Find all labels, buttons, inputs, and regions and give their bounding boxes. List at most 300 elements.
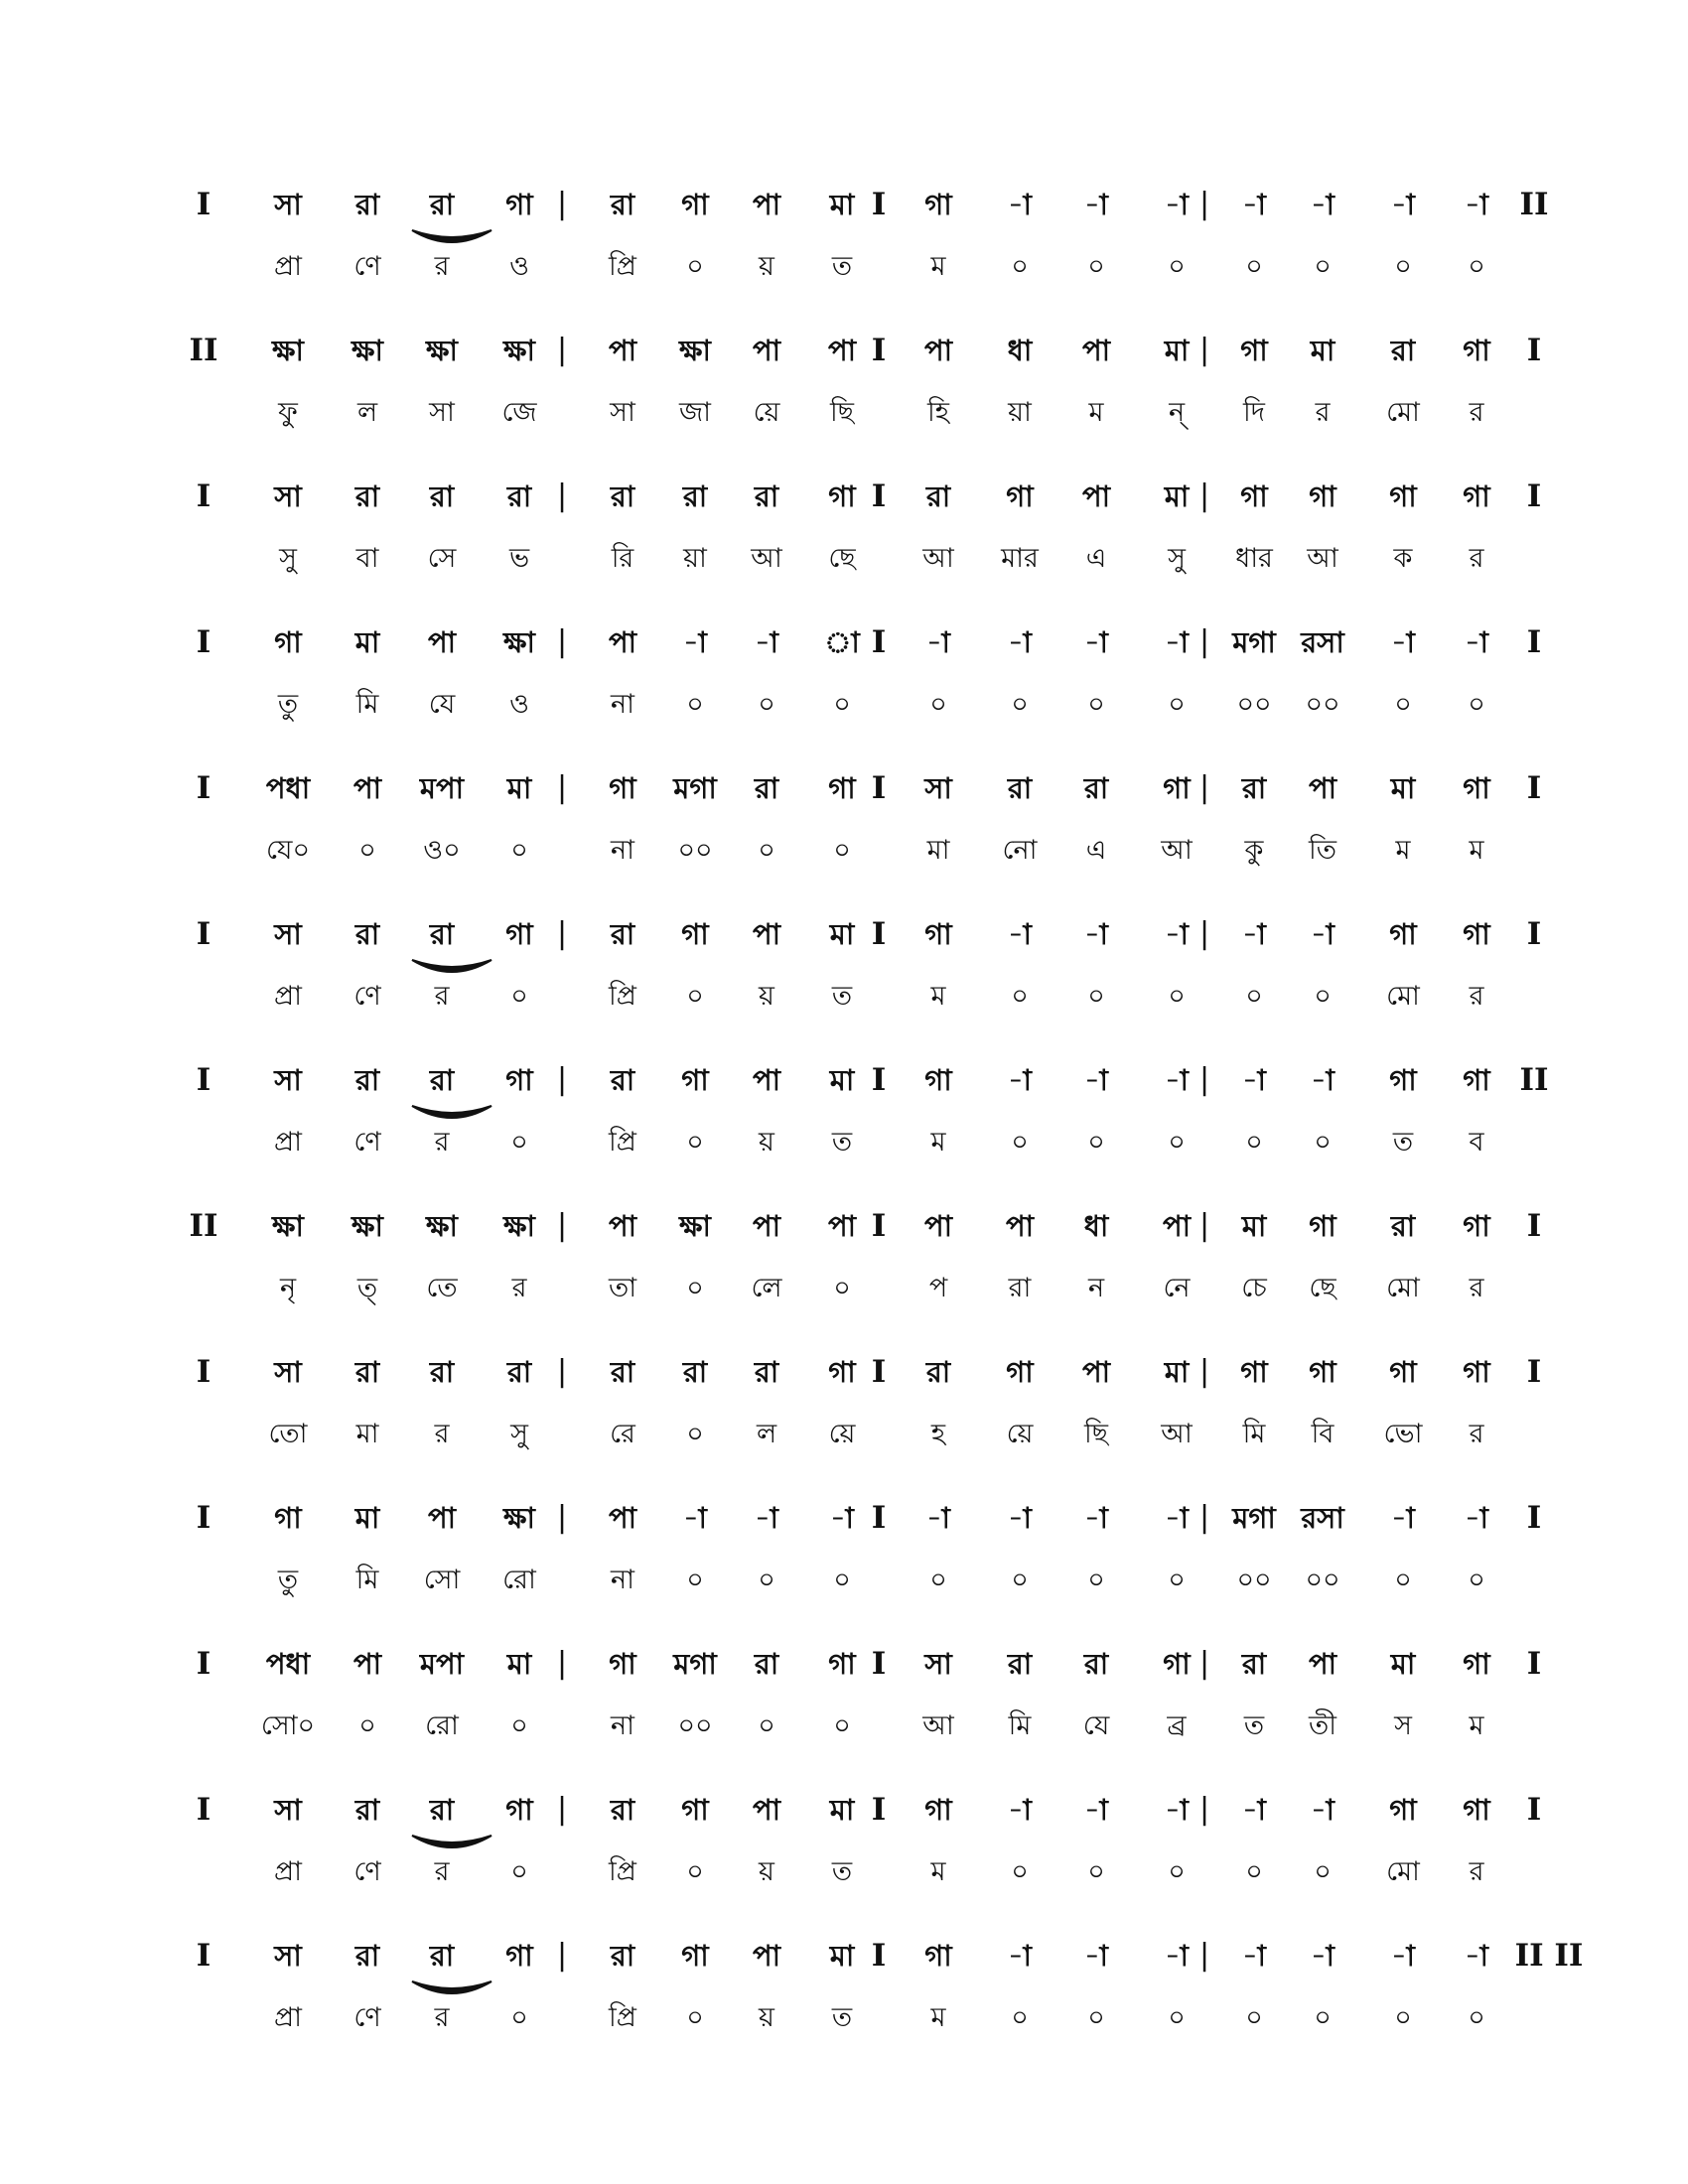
swara-note: গা (1463, 1209, 1490, 1243)
lyric-syllable: ০ (833, 835, 851, 866)
notation-line (0, 1344, 1688, 1463)
swara-note: -া (1391, 1939, 1415, 1973)
swara-note: -া (1242, 188, 1266, 221)
swara-note: গা (1463, 1063, 1490, 1097)
lyric-syllable: না (611, 689, 634, 720)
swara-note: গা (505, 1939, 533, 1973)
lyric-syllable: ০০ (677, 835, 713, 866)
lyric-syllable: ০ (1394, 251, 1412, 282)
lyric-syllable: ল (356, 397, 378, 428)
bar-line: II (189, 1208, 218, 1244)
lyric-syllable: মার (1001, 543, 1039, 574)
swara-note: -া (1008, 188, 1032, 221)
swara-note: -া (830, 1501, 854, 1535)
swara-note: রা (429, 917, 455, 951)
swara-note: -া (1311, 1939, 1335, 1973)
bar-line: I (871, 1208, 887, 1244)
swara-note: -া (1008, 1063, 1032, 1097)
swara-note: পা (752, 1939, 781, 1973)
bar-line: I (196, 187, 211, 222)
swara-note: -া (1242, 1939, 1266, 1973)
bar-line: | (1198, 1062, 1210, 1097)
bar-line: I (196, 1792, 211, 1828)
swara-note: পা (752, 334, 781, 367)
swara-note: রা (1083, 771, 1109, 805)
lyric-syllable: ০ (1245, 1127, 1263, 1158)
swara-note: রা (429, 1355, 455, 1389)
swara-note: ক্ষা (503, 334, 535, 367)
swara-note: গা (1240, 1355, 1268, 1389)
lyric-syllable: ছে (828, 543, 856, 574)
swara-note: -া (1165, 625, 1189, 659)
notation-line (0, 1782, 1688, 1901)
lyric-syllable: ০ (1394, 1565, 1412, 1595)
swara-note: গা (1163, 1647, 1191, 1681)
swara-note: রা (429, 479, 455, 513)
notation-line (0, 177, 1688, 296)
swara-note: রা (754, 479, 779, 513)
swara-note: মপা (419, 1647, 465, 1681)
lyric-syllable: র (1469, 543, 1484, 574)
notation-line (0, 1198, 1688, 1317)
lyric-syllable: ০ (1168, 1565, 1186, 1595)
lyric-syllable: ০ (1087, 1127, 1105, 1158)
lyric-syllable: র (1315, 397, 1331, 428)
swara-note: রসা (1301, 625, 1344, 659)
swara-note: রা (754, 1355, 779, 1389)
swara-note: ক্ষা (679, 1209, 711, 1243)
lyric-syllable: ০০ (1236, 689, 1272, 720)
lyric-syllable: ০০ (1305, 689, 1340, 720)
bar-line: I (871, 916, 887, 952)
lyric-syllable: ০ (1011, 689, 1029, 720)
bar-line: II (1519, 187, 1549, 222)
swara-note: -া (1165, 1793, 1189, 1827)
lyric-syllable: ০ (1468, 689, 1485, 720)
lyric-syllable: ০ (510, 1856, 528, 1887)
swara-note: গা (1389, 917, 1417, 951)
lyric-syllable: ০ (833, 689, 851, 720)
lyric-syllable: ম (930, 2002, 946, 2033)
swara-note: গা (681, 188, 709, 221)
lyric-syllable: ০ (1468, 2002, 1485, 2033)
bar-line: I (1526, 1208, 1542, 1244)
lyric-syllable: প্রি (609, 2002, 636, 2033)
swara-note: গা (274, 625, 302, 659)
lyric-syllable: ম (930, 251, 946, 282)
lyric-syllable: রা (1008, 1273, 1032, 1303)
bar-line: I (871, 1938, 887, 1974)
swara-note: া (824, 625, 860, 659)
swara-note: গা (1463, 1647, 1490, 1681)
lyric-syllable: য়া (1008, 397, 1032, 428)
swara-note: রা (429, 1793, 455, 1827)
swara-note: রা (610, 479, 635, 513)
swara-note: রা (925, 479, 951, 513)
lyric-syllable: মা (355, 1419, 379, 1449)
bar-line: I (871, 333, 887, 368)
swara-note: ক্ষা (503, 625, 535, 659)
lyric-syllable: র (511, 1273, 527, 1303)
swara-note: -া (1242, 917, 1266, 951)
lyric-syllable: তী (1309, 1710, 1336, 1741)
swara-note: রা (429, 1063, 455, 1097)
swara-note: গা (1389, 1063, 1417, 1097)
bar-line: I (1526, 1792, 1542, 1828)
swara-note: গা (1463, 334, 1490, 367)
swara-note: পা (1081, 334, 1111, 367)
lyric-syllable: ০ (1168, 1127, 1186, 1158)
swara-note: গা (505, 917, 533, 951)
swara-note: -া (1311, 1063, 1335, 1097)
lyric-syllable: মো (1386, 1273, 1420, 1303)
bar-line: I (196, 478, 211, 514)
lyric-syllable: ০ (1011, 2002, 1029, 2033)
swara-note: মা (506, 1647, 532, 1681)
notation-line (0, 469, 1688, 588)
lyric-syllable: ০ (1468, 251, 1485, 282)
notation-line (0, 1052, 1688, 1171)
swara-note: গা (505, 188, 533, 221)
swara-note: রা (925, 1355, 951, 1389)
swara-note: পা (608, 625, 637, 659)
lyric-syllable: আ (1161, 1419, 1193, 1449)
swara-note: সা (274, 1939, 302, 1973)
lyric-syllable: ০ (510, 1127, 528, 1158)
lyric-syllable: ০ (758, 1565, 775, 1595)
lyric-syllable: ম (1395, 835, 1411, 866)
swara-note: গা (1463, 771, 1490, 805)
swara-note: গা (1389, 1355, 1417, 1389)
lyric-syllable: র (1469, 397, 1484, 428)
lyric-syllable: রো (502, 1565, 536, 1595)
bar-line: | (556, 1646, 568, 1681)
swara-note: -া (1465, 625, 1488, 659)
bar-line: II (1519, 1062, 1549, 1098)
lyric-syllable: নৃ (279, 1273, 297, 1303)
lyric-syllable: তু (277, 1565, 299, 1595)
bar-line: II II (1514, 1938, 1584, 1974)
lyric-syllable: তা (608, 1273, 637, 1303)
lyric-syllable: ০ (1087, 1565, 1105, 1595)
swara-note: -া (1242, 1063, 1266, 1097)
swara-note: রা (354, 479, 380, 513)
swara-note: রা (354, 1063, 380, 1097)
swara-note: রা (682, 1355, 708, 1389)
swara-note: মা (829, 917, 855, 951)
swara-note: -া (1465, 188, 1488, 221)
swara-note: -া (1084, 1501, 1108, 1535)
swara-note: রা (1083, 1647, 1109, 1681)
lyric-syllable: ০ (1087, 689, 1105, 720)
lyric-syllable: র (434, 2002, 450, 2033)
bar-line: | (1198, 1208, 1210, 1243)
swara-note: রা (610, 1355, 635, 1389)
swara-note: মগা (1232, 625, 1276, 659)
bar-line: I (871, 1646, 887, 1682)
lyric-syllable: প্রা (274, 251, 302, 282)
lyric-syllable: বা (355, 543, 379, 574)
swara-note: সা (274, 1063, 302, 1097)
lyric-syllable: ০ (833, 1273, 851, 1303)
swara-note: গা (1163, 771, 1191, 805)
lyric-syllable: ক (1393, 543, 1413, 574)
swara-note: পা (1081, 479, 1111, 513)
swara-note: গা (1463, 479, 1490, 513)
lyric-syllable: মো (1386, 397, 1420, 428)
lyric-syllable: না (611, 1565, 634, 1595)
swara-note: ক্ষা (272, 1209, 304, 1243)
swara-note: গা (828, 1355, 856, 1389)
lyric-syllable: ০ (1314, 2002, 1332, 2033)
bar-line: I (871, 187, 887, 222)
swara-note: রা (354, 917, 380, 951)
swara-note: পা (608, 1501, 637, 1535)
swara-note: গা (681, 1939, 709, 1973)
swara-note: পা (1005, 1209, 1035, 1243)
lyric-syllable: মি (355, 1565, 379, 1595)
bar-line: | (556, 1792, 568, 1827)
swara-note: গা (1463, 917, 1490, 951)
swara-note: পা (1162, 1209, 1192, 1243)
lyric-syllable: ০ (1394, 689, 1412, 720)
swara-note: পা (752, 917, 781, 951)
lyric-syllable: রি (611, 543, 634, 574)
bar-line: | (1198, 624, 1210, 659)
bar-line: I (196, 1646, 211, 1682)
swara-note: পা (427, 1501, 457, 1535)
swara-note: পা (752, 1209, 781, 1243)
lyric-syllable: ০ (1245, 981, 1263, 1012)
bar-line: I (871, 770, 887, 806)
lyric-syllable: ছি (829, 397, 855, 428)
swara-note: পা (352, 771, 382, 805)
swara-note: ক্ষা (679, 334, 711, 367)
swara-note: ধা (1007, 334, 1033, 367)
swara-note: পা (827, 334, 857, 367)
lyric-syllable: য় (759, 2002, 774, 2033)
swara-note: -া (926, 1501, 950, 1535)
bar-line: | (1198, 1646, 1210, 1681)
lyric-syllable: ০ (686, 1856, 704, 1887)
bar-line: I (871, 624, 887, 660)
lyric-syllable: ০ (1087, 251, 1105, 282)
swara-note: -া (1391, 1501, 1415, 1535)
lyric-syllable: ০ (686, 1127, 704, 1158)
swara-note: ক্ষা (426, 1209, 458, 1243)
lyric-syllable: যে (1082, 1710, 1110, 1741)
swara-note: রা (354, 1793, 380, 1827)
lyric-syllable: ০ (758, 835, 775, 866)
bar-line: I (1526, 770, 1542, 806)
swara-note: ক্ষা (503, 1501, 535, 1535)
lyric-syllable: ০ (1087, 981, 1105, 1012)
lyric-syllable: ত (831, 981, 853, 1012)
bar-line: | (556, 770, 568, 805)
lyric-syllable: ০ (686, 1565, 704, 1595)
lyric-syllable: মো (1386, 981, 1420, 1012)
bar-line: | (556, 1062, 568, 1097)
lyric-syllable: ০ (686, 1419, 704, 1449)
lyric-syllable: রো (425, 1710, 459, 1741)
lyric-syllable: ০ (686, 2002, 704, 2033)
lyric-syllable: মি (1008, 1710, 1032, 1741)
swara-note: -া (1008, 1501, 1032, 1535)
swara-note: রা (610, 917, 635, 951)
lyric-syllable: ফু (278, 397, 298, 428)
swara-note: পা (352, 1647, 382, 1681)
swara-note: -া (1008, 625, 1032, 659)
lyric-syllable: ০ (758, 1710, 775, 1741)
swara-note: সা (274, 1793, 302, 1827)
lyric-syllable: ও (509, 251, 529, 282)
lyric-syllable: যে০ (265, 835, 311, 866)
lyric-syllable: ল (756, 1419, 777, 1449)
lyric-syllable: র (1469, 981, 1484, 1012)
lyric-syllable: ০ (510, 835, 528, 866)
lyric-syllable: এ (1085, 543, 1107, 574)
swara-note: গা (1309, 479, 1336, 513)
swara-note: -া (1084, 625, 1108, 659)
bar-line: I (1526, 478, 1542, 514)
lyric-syllable: ০০ (677, 1710, 713, 1741)
lyric-syllable: সে (427, 543, 457, 574)
lyric-syllable: ০ (686, 1273, 704, 1303)
lyric-syllable: র (434, 251, 450, 282)
swara-note: পা (752, 188, 781, 221)
swara-note: ক্ষা (352, 1209, 383, 1243)
notation-line (0, 1928, 1688, 2047)
bar-line: | (556, 624, 568, 659)
swara-note: গা (274, 1501, 302, 1535)
lyric-syllable: ত (831, 2002, 853, 2033)
lyric-syllable: ০ (510, 981, 528, 1012)
swara-note: -া (1008, 1793, 1032, 1827)
lyric-syllable: তো (268, 1419, 308, 1449)
swara-note: গা (681, 1063, 709, 1097)
lyric-syllable: ছি (1083, 1419, 1109, 1449)
notation-line (0, 906, 1688, 1025)
lyric-syllable: ০ (929, 1565, 947, 1595)
notation-line (0, 1490, 1688, 1609)
swara-note: গা (1389, 1793, 1417, 1827)
swara-note: রা (610, 1939, 635, 1973)
swara-note: রা (682, 479, 708, 513)
swara-note: পা (1081, 1355, 1111, 1389)
notation-line (0, 323, 1688, 442)
swara-note: -া (1084, 188, 1108, 221)
swara-note: রা (354, 188, 380, 221)
lyric-syllable: প্রি (609, 1127, 636, 1158)
bar-line: | (1198, 333, 1210, 367)
lyric-syllable: ম (930, 981, 946, 1012)
lyric-syllable: নো (1002, 835, 1038, 866)
lyric-syllable: ০ (686, 981, 704, 1012)
lyric-syllable: ত (1392, 1127, 1414, 1158)
swara-note: রা (429, 188, 455, 221)
swara-note: রা (1007, 1647, 1033, 1681)
swara-note: রা (506, 479, 532, 513)
swara-note: মগা (673, 1647, 717, 1681)
bar-line: I (871, 1062, 887, 1098)
swara-note: রা (610, 1793, 635, 1827)
lyric-syllable: ০ (1314, 981, 1332, 1012)
swara-note: গা (1309, 1209, 1336, 1243)
swara-note: রা (754, 1647, 779, 1681)
notation-line (0, 760, 1688, 880)
swara-note: রা (1241, 1647, 1267, 1681)
lyric-syllable: ণে (353, 1856, 381, 1887)
swara-note: মা (829, 1063, 855, 1097)
lyric-syllable: মা (926, 835, 950, 866)
swara-note: -া (1008, 917, 1032, 951)
bar-line: I (196, 916, 211, 952)
swara-note: মা (1390, 1647, 1416, 1681)
swara-note: গা (924, 1793, 952, 1827)
swara-note: পা (923, 1209, 953, 1243)
lyric-syllable: জে (501, 397, 537, 428)
swara-note: মা (829, 188, 855, 221)
lyric-syllable: সা (429, 397, 455, 428)
lyric-syllable: রে (610, 1419, 635, 1449)
bar-line: I (196, 1354, 211, 1390)
lyric-syllable: ম (930, 1856, 946, 1887)
lyric-syllable: হি (927, 397, 949, 428)
lyric-syllable: ০০ (1305, 1565, 1340, 1595)
bar-line: I (196, 770, 211, 806)
lyric-syllable: মো (1386, 1856, 1420, 1887)
swara-note: রা (1007, 771, 1033, 805)
lyric-syllable: নে (1163, 1273, 1191, 1303)
lyric-syllable: দি (1243, 397, 1265, 428)
lyric-syllable: য় (759, 251, 774, 282)
swara-note: মগা (673, 771, 717, 805)
swara-note: গা (1240, 334, 1268, 367)
lyric-syllable: আ (1307, 543, 1338, 574)
lyric-syllable: প্রা (274, 2002, 302, 2033)
swara-note: মা (354, 625, 380, 659)
swara-note: -া (1391, 188, 1415, 221)
lyric-syllable: ত (831, 251, 853, 282)
lyric-syllable: ণে (353, 251, 381, 282)
bar-line: I (1526, 916, 1542, 952)
swara-note: গা (1463, 1793, 1490, 1827)
bar-line: I (1526, 1354, 1542, 1390)
lyric-syllable: আ (922, 543, 954, 574)
swara-note: পা (923, 334, 953, 367)
lyric-syllable: ০ (1011, 1127, 1029, 1158)
bar-line: | (556, 1500, 568, 1535)
swara-note: মা (1164, 1355, 1190, 1389)
lyric-syllable: র (1469, 1273, 1484, 1303)
lyric-syllable: ম (1088, 397, 1104, 428)
lyric-syllable: জা (679, 397, 711, 428)
lyric-syllable: ০ (1245, 2002, 1263, 2033)
lyric-syllable: ০ (1314, 1127, 1332, 1158)
swara-note: গা (1389, 479, 1417, 513)
bar-line: I (1526, 333, 1542, 368)
lyric-syllable: য় (759, 1856, 774, 1887)
lyric-syllable: ও০ (423, 835, 461, 866)
bar-line: | (1198, 1792, 1210, 1827)
lyric-syllable: এ (1085, 835, 1107, 866)
swara-note: পা (608, 1209, 637, 1243)
lyric-syllable: ব (1469, 1127, 1484, 1158)
swara-note: মা (1310, 334, 1336, 367)
swara-note: -া (755, 1501, 778, 1535)
lyric-syllable: ০০ (1236, 1565, 1272, 1595)
swara-note: মা (354, 1501, 380, 1535)
